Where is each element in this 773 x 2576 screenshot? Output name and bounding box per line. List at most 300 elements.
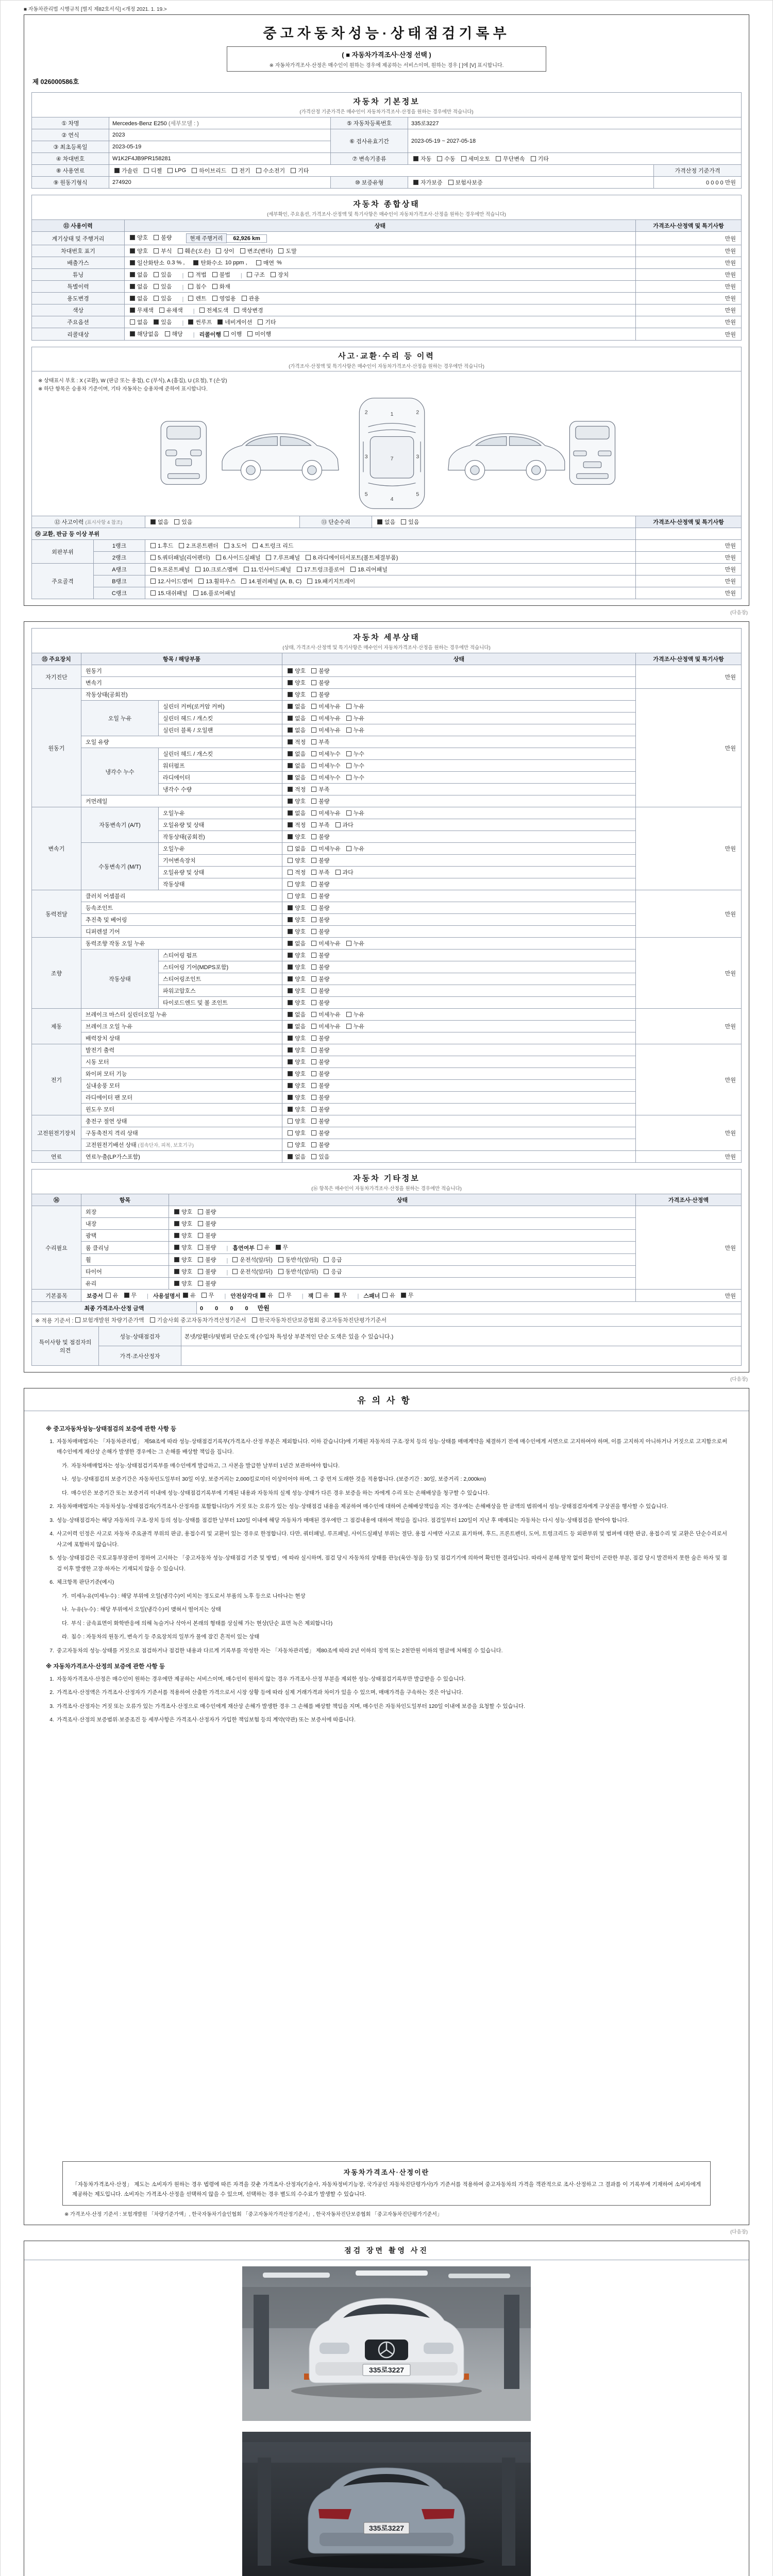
checkbox-checked-icon[interactable]	[188, 319, 193, 325]
checkbox-icon[interactable]	[159, 308, 164, 313]
checkbox-checked-icon[interactable]	[413, 156, 418, 161]
checkbox-option[interactable]	[193, 589, 236, 597]
checkbox-option[interactable]	[288, 939, 306, 947]
checkbox-checked-icon[interactable]	[288, 1047, 293, 1053]
checkbox-option[interactable]	[311, 904, 329, 912]
checkbox-option[interactable]	[150, 589, 188, 597]
checkbox-option[interactable]	[311, 1010, 341, 1019]
checkbox-icon[interactable]	[311, 739, 316, 744]
checkbox-option[interactable]	[288, 1070, 306, 1078]
checkbox-icon[interactable]	[288, 870, 293, 875]
checkbox-option[interactable]	[311, 975, 329, 983]
checkbox-option[interactable]	[150, 1316, 246, 1324]
checkbox-option[interactable]	[130, 306, 154, 314]
checkbox-option[interactable]	[192, 166, 226, 175]
checkbox-icon[interactable]	[198, 579, 204, 584]
checkbox-icon[interactable]	[224, 331, 229, 336]
checkbox-option[interactable]	[288, 916, 306, 924]
checkbox-option[interactable]	[288, 773, 306, 782]
checkbox-option[interactable]	[288, 1129, 306, 1137]
checkbox-option[interactable]	[346, 714, 364, 722]
checkbox-option[interactable]	[288, 1058, 306, 1066]
checkbox-icon[interactable]	[311, 727, 316, 733]
checkbox-option[interactable]	[212, 282, 230, 291]
checkbox-option[interactable]	[311, 667, 329, 675]
checkbox-option[interactable]	[346, 726, 364, 734]
checkbox-icon[interactable]	[144, 168, 149, 173]
checkbox-checked-icon[interactable]	[288, 964, 293, 970]
checkbox-option[interactable]	[346, 844, 364, 853]
checkbox-icon[interactable]	[198, 1269, 203, 1274]
checkbox-option[interactable]	[159, 306, 183, 314]
checkbox-option[interactable]	[198, 1256, 216, 1264]
checkbox-checked-icon[interactable]	[130, 331, 135, 336]
checkbox-option[interactable]	[288, 679, 306, 687]
checkbox-option[interactable]	[241, 577, 301, 585]
checkbox-icon[interactable]	[201, 1293, 207, 1298]
checkbox-icon[interactable]	[288, 1142, 293, 1147]
checkbox-icon[interactable]	[311, 668, 316, 673]
checkbox-icon[interactable]	[311, 763, 316, 768]
checkbox-icon[interactable]	[346, 846, 351, 851]
checkbox-icon[interactable]	[154, 248, 159, 253]
checkbox-icon[interactable]	[198, 1209, 203, 1214]
checkbox-option[interactable]	[198, 1231, 216, 1240]
checkbox-icon[interactable]	[256, 168, 261, 173]
checkbox-icon[interactable]	[150, 543, 156, 548]
checkbox-icon[interactable]	[247, 331, 253, 336]
checkbox-icon[interactable]	[311, 905, 316, 910]
checkbox-option[interactable]	[154, 247, 172, 255]
checkbox-checked-icon[interactable]	[288, 1036, 293, 1041]
checkbox-checked-icon[interactable]	[174, 1245, 179, 1250]
checkbox-icon[interactable]	[311, 751, 316, 756]
checkbox-option[interactable]	[174, 1231, 192, 1240]
checkbox-icon[interactable]	[311, 988, 316, 993]
checkbox-icon[interactable]	[382, 1293, 388, 1298]
checkbox-icon[interactable]	[188, 284, 193, 289]
checkbox-option[interactable]	[288, 1046, 306, 1054]
checkbox-icon[interactable]	[150, 567, 156, 572]
checkbox-option[interactable]	[266, 553, 300, 562]
checkbox-icon[interactable]	[311, 929, 316, 934]
checkbox-icon[interactable]	[311, 976, 316, 981]
checkbox-option[interactable]	[154, 233, 172, 242]
checkbox-option[interactable]	[106, 1291, 119, 1299]
checkbox-option[interactable]	[232, 166, 250, 175]
checkbox-option[interactable]	[154, 318, 172, 326]
checkbox-icon[interactable]	[311, 1047, 316, 1053]
checkbox-option[interactable]	[288, 951, 306, 959]
checkbox-option[interactable]	[288, 868, 306, 876]
checkbox-icon[interactable]	[198, 1281, 203, 1286]
checkbox-icon[interactable]	[288, 846, 293, 851]
checkbox-checked-icon[interactable]	[130, 248, 135, 253]
checkbox-option[interactable]	[174, 1208, 192, 1216]
checkbox-option[interactable]	[224, 541, 247, 550]
checkbox-option[interactable]	[311, 868, 329, 876]
checkbox-option[interactable]	[276, 1243, 289, 1251]
checkbox-icon[interactable]	[401, 519, 406, 524]
checkbox-option[interactable]	[167, 167, 186, 174]
checkbox-option[interactable]	[311, 761, 341, 770]
checkbox-option[interactable]	[288, 809, 306, 817]
checkbox-checked-icon[interactable]	[288, 810, 293, 816]
checkbox-option[interactable]	[198, 1267, 216, 1276]
checkbox-icon[interactable]	[288, 882, 293, 887]
checkbox-option[interactable]	[150, 553, 210, 562]
checkbox-icon[interactable]	[154, 284, 159, 289]
checkbox-option[interactable]	[130, 282, 148, 291]
checkbox-icon[interactable]	[311, 917, 316, 922]
checkbox-icon[interactable]	[311, 893, 316, 899]
checkbox-checked-icon[interactable]	[288, 1024, 293, 1029]
checkbox-icon[interactable]	[288, 1118, 293, 1124]
checkbox-icon[interactable]	[350, 567, 356, 572]
checkbox-option[interactable]	[288, 750, 306, 758]
checkbox-icon[interactable]	[198, 1257, 203, 1262]
checkbox-icon[interactable]	[212, 284, 217, 289]
checkbox-checked-icon[interactable]	[150, 519, 156, 524]
checkbox-option[interactable]	[130, 294, 148, 302]
checkbox-checked-icon[interactable]	[130, 235, 135, 240]
checkbox-option[interactable]	[144, 166, 162, 175]
checkbox-checked-icon[interactable]	[288, 763, 293, 768]
checkbox-option[interactable]	[335, 821, 354, 829]
checkbox-icon[interactable]	[167, 168, 173, 173]
checkbox-option[interactable]	[288, 963, 306, 971]
checkbox-icon[interactable]	[311, 882, 316, 887]
checkbox-option[interactable]	[311, 809, 341, 817]
checkbox-option[interactable]	[291, 166, 309, 175]
checkbox-icon[interactable]	[216, 555, 221, 560]
checkbox-option[interactable]	[311, 750, 341, 758]
checkbox-icon[interactable]	[311, 1142, 316, 1147]
checkbox-option[interactable]	[212, 270, 230, 279]
checkbox-option[interactable]	[311, 998, 329, 1007]
checkbox-option[interactable]	[75, 1316, 144, 1324]
checkbox-option[interactable]	[311, 1046, 329, 1054]
checkbox-checked-icon[interactable]	[288, 799, 293, 804]
checkbox-checked-icon[interactable]	[288, 668, 293, 673]
checkbox-icon[interactable]	[288, 1130, 293, 1136]
checkbox-icon[interactable]	[130, 319, 135, 325]
checkbox-option[interactable]	[288, 726, 306, 734]
checkbox-icon[interactable]	[346, 751, 351, 756]
checkbox-icon[interactable]	[335, 822, 341, 827]
checkbox-checked-icon[interactable]	[288, 751, 293, 756]
checkbox-icon[interactable]	[253, 543, 258, 548]
checkbox-option[interactable]	[346, 1010, 364, 1019]
checkbox-option[interactable]	[306, 553, 398, 562]
checkbox-option[interactable]	[174, 1219, 192, 1228]
checkbox-checked-icon[interactable]	[401, 1293, 406, 1298]
checkbox-option[interactable]	[130, 318, 148, 326]
checkbox-option[interactable]	[188, 318, 212, 326]
checkbox-icon[interactable]	[198, 1233, 203, 1238]
checkbox-option[interactable]	[288, 797, 306, 805]
checkbox-icon[interactable]	[311, 1000, 316, 1005]
checkbox-icon[interactable]	[232, 1269, 238, 1274]
checkbox-option[interactable]	[311, 785, 329, 793]
checkbox-checked-icon[interactable]	[288, 692, 293, 697]
checkbox-icon[interactable]	[232, 168, 237, 173]
checkbox-icon[interactable]	[232, 1257, 238, 1262]
checkbox-icon[interactable]	[150, 579, 156, 584]
checkbox-icon[interactable]	[311, 810, 316, 816]
checkbox-icon[interactable]	[216, 248, 221, 253]
checkbox-checked-icon[interactable]	[130, 284, 135, 289]
checkbox-option[interactable]	[154, 282, 172, 291]
checkbox-option[interactable]	[288, 1022, 306, 1030]
checkbox-option[interactable]	[198, 1243, 216, 1251]
checkbox-option[interactable]	[311, 1070, 329, 1078]
checkbox-option[interactable]	[311, 679, 329, 687]
checkbox-option[interactable]	[198, 1279, 216, 1287]
checkbox-icon[interactable]	[234, 308, 239, 313]
checkbox-icon[interactable]	[278, 248, 283, 253]
checkbox-option[interactable]	[311, 1105, 329, 1113]
checkbox-icon[interactable]	[311, 1154, 316, 1159]
checkbox-option[interactable]	[193, 259, 250, 267]
checkbox-icon[interactable]	[311, 1059, 316, 1064]
checkbox-option[interactable]	[311, 856, 329, 865]
checkbox-icon[interactable]	[496, 156, 501, 161]
checkbox-option[interactable]	[124, 1291, 137, 1299]
checkbox-option[interactable]	[114, 166, 138, 175]
checkbox-checked-icon[interactable]	[288, 680, 293, 685]
checkbox-option[interactable]	[253, 541, 293, 550]
checkbox-option[interactable]	[232, 1267, 273, 1276]
checkbox-icon[interactable]	[240, 248, 245, 253]
checkbox-option[interactable]	[258, 318, 276, 326]
checkbox-option[interactable]	[311, 939, 341, 947]
checkbox-icon[interactable]	[311, 1024, 316, 1029]
checkbox-option[interactable]	[288, 690, 306, 699]
checkbox-option[interactable]	[311, 1117, 329, 1125]
checkbox-icon[interactable]	[437, 156, 442, 161]
checkbox-checked-icon[interactable]	[288, 775, 293, 780]
checkbox-icon[interactable]	[258, 319, 263, 325]
checkbox-option[interactable]	[150, 565, 190, 573]
checkbox-icon[interactable]	[346, 1012, 351, 1017]
checkbox-option[interactable]	[174, 1243, 192, 1251]
checkbox-icon[interactable]	[311, 870, 316, 875]
checkbox-icon[interactable]	[346, 716, 351, 721]
checkbox-option[interactable]	[307, 577, 355, 585]
checkbox-icon[interactable]	[346, 763, 351, 768]
checkbox-option[interactable]	[461, 155, 491, 163]
checkbox-option[interactable]	[311, 880, 329, 888]
checkbox-option[interactable]	[311, 797, 329, 805]
checkbox-checked-icon[interactable]	[413, 180, 418, 185]
checkbox-option[interactable]	[324, 1267, 342, 1276]
checkbox-option[interactable]	[288, 833, 306, 841]
checkbox-icon[interactable]	[311, 775, 316, 780]
checkbox-option[interactable]	[311, 844, 341, 853]
checkbox-checked-icon[interactable]	[130, 260, 135, 265]
checkbox-option[interactable]	[297, 565, 345, 573]
checkbox-icon[interactable]	[335, 870, 341, 875]
checkbox-icon[interactable]	[178, 248, 183, 253]
checkbox-icon[interactable]	[346, 810, 351, 816]
checkbox-checked-icon[interactable]	[288, 917, 293, 922]
checkbox-option[interactable]	[130, 247, 148, 255]
checkbox-option[interactable]	[288, 821, 306, 829]
checkbox-option[interactable]	[278, 1267, 318, 1276]
checkbox-icon[interactable]	[106, 1293, 111, 1298]
checkbox-checked-icon[interactable]	[288, 1071, 293, 1076]
checkbox-checked-icon[interactable]	[130, 308, 135, 313]
checkbox-icon[interactable]	[311, 1071, 316, 1076]
checkbox-option[interactable]	[311, 963, 329, 971]
checkbox-icon[interactable]	[311, 834, 316, 839]
checkbox-option[interactable]	[198, 1219, 216, 1228]
checkbox-option[interactable]	[260, 1291, 273, 1299]
checkbox-icon[interactable]	[150, 590, 156, 596]
checkbox-icon[interactable]	[311, 716, 316, 721]
checkbox-option[interactable]	[224, 330, 242, 338]
checkbox-icon[interactable]	[257, 1245, 262, 1250]
checkbox-icon[interactable]	[311, 941, 316, 946]
checkbox-icon[interactable]	[311, 1083, 316, 1088]
checkbox-option[interactable]	[288, 904, 306, 912]
checkbox-checked-icon[interactable]	[288, 905, 293, 910]
checkbox-checked-icon[interactable]	[288, 834, 293, 839]
checkbox-option[interactable]	[311, 702, 341, 710]
checkbox-option[interactable]	[150, 577, 193, 585]
checkbox-checked-icon[interactable]	[183, 1293, 188, 1298]
checkbox-icon[interactable]	[448, 180, 453, 185]
checkbox-option[interactable]	[288, 738, 306, 746]
checkbox-icon[interactable]	[252, 1317, 257, 1323]
checkbox-option[interactable]	[311, 951, 329, 959]
checkbox-option[interactable]	[154, 270, 172, 279]
checkbox-icon[interactable]	[279, 1293, 284, 1298]
checkbox-checked-icon[interactable]	[288, 739, 293, 744]
checkbox-icon[interactable]	[242, 296, 247, 301]
checkbox-option[interactable]	[252, 1316, 386, 1324]
checkbox-option[interactable]	[288, 1153, 306, 1161]
checkbox-option[interactable]	[311, 714, 341, 722]
checkbox-option[interactable]	[288, 975, 306, 983]
checkbox-checked-icon[interactable]	[114, 168, 120, 173]
checkbox-icon[interactable]	[174, 519, 179, 524]
checkbox-option[interactable]	[288, 702, 306, 710]
checkbox-option[interactable]	[311, 987, 329, 995]
checkbox-option[interactable]	[188, 282, 206, 291]
checkbox-option[interactable]	[413, 155, 431, 163]
checkbox-option[interactable]	[311, 916, 329, 924]
checkbox-icon[interactable]	[154, 235, 159, 240]
checkbox-option[interactable]	[346, 750, 364, 758]
checkbox-option[interactable]	[311, 1141, 329, 1149]
checkbox-option[interactable]	[311, 690, 329, 699]
checkbox-checked-icon[interactable]	[288, 1059, 293, 1064]
checkbox-icon[interactable]	[311, 1012, 316, 1017]
checkbox-icon[interactable]	[247, 272, 252, 277]
checkbox-option[interactable]	[437, 155, 455, 163]
checkbox-icon[interactable]	[311, 799, 316, 804]
checkbox-checked-icon[interactable]	[288, 1012, 293, 1017]
checkbox-checked-icon[interactable]	[174, 1281, 179, 1286]
checkbox-checked-icon[interactable]	[154, 319, 159, 325]
checkbox-option[interactable]	[174, 1279, 192, 1287]
checkbox-option[interactable]	[311, 1093, 329, 1101]
checkbox-option[interactable]	[288, 844, 306, 853]
checkbox-option[interactable]	[278, 247, 296, 255]
checkbox-option[interactable]	[130, 270, 148, 279]
checkbox-option[interactable]	[288, 987, 306, 995]
checkbox-icon[interactable]	[311, 1095, 316, 1100]
checkbox-icon[interactable]	[195, 567, 200, 572]
checkbox-icon[interactable]	[212, 296, 217, 301]
checkbox-option[interactable]	[377, 518, 395, 526]
checkbox-option[interactable]	[316, 1291, 329, 1299]
checkbox-checked-icon[interactable]	[174, 1221, 179, 1226]
checkbox-checked-icon[interactable]	[288, 1154, 293, 1159]
checkbox-checked-icon[interactable]	[288, 1095, 293, 1100]
checkbox-option[interactable]	[188, 270, 206, 279]
checkbox-option[interactable]	[256, 166, 285, 175]
checkbox-option[interactable]	[195, 565, 238, 573]
checkbox-option[interactable]	[150, 541, 173, 550]
checkbox-icon[interactable]	[241, 579, 246, 584]
checkbox-icon[interactable]	[291, 168, 296, 173]
checkbox-checked-icon[interactable]	[288, 929, 293, 934]
checkbox-icon[interactable]	[188, 272, 193, 277]
checkbox-option[interactable]	[311, 1034, 329, 1042]
checkbox-option[interactable]	[311, 1058, 329, 1066]
checkbox-option[interactable]	[401, 518, 419, 526]
checkbox-option[interactable]	[311, 1129, 329, 1137]
checkbox-option[interactable]	[198, 577, 236, 585]
checkbox-icon[interactable]	[311, 822, 316, 827]
checkbox-icon[interactable]	[150, 555, 156, 560]
checkbox-option[interactable]	[154, 294, 172, 302]
checkbox-option[interactable]	[198, 1208, 216, 1216]
checkbox-icon[interactable]	[297, 567, 302, 572]
checkbox-option[interactable]	[217, 318, 252, 326]
checkbox-option[interactable]	[288, 880, 306, 888]
checkbox-icon[interactable]	[256, 260, 261, 265]
checkbox-option[interactable]	[165, 330, 183, 338]
checkbox-option[interactable]	[288, 714, 306, 722]
checkbox-icon[interactable]	[192, 168, 197, 173]
checkbox-checked-icon[interactable]	[288, 822, 293, 827]
checkbox-option[interactable]	[174, 518, 192, 526]
checkbox-icon[interactable]	[311, 1036, 316, 1041]
checkbox-icon[interactable]	[346, 1024, 351, 1029]
checkbox-option[interactable]	[188, 294, 206, 302]
checkbox-checked-icon[interactable]	[288, 727, 293, 733]
checkbox-icon[interactable]	[150, 1317, 155, 1323]
checkbox-option[interactable]	[413, 178, 443, 187]
checkbox-checked-icon[interactable]	[193, 260, 198, 265]
checkbox-checked-icon[interactable]	[174, 1269, 179, 1274]
checkbox-option[interactable]	[288, 927, 306, 936]
checkbox-icon[interactable]	[311, 846, 316, 851]
checkbox-checked-icon[interactable]	[377, 519, 382, 524]
checkbox-icon[interactable]	[193, 590, 198, 596]
checkbox-checked-icon[interactable]	[174, 1257, 179, 1262]
checkbox-option[interactable]	[346, 1022, 364, 1030]
checkbox-checked-icon[interactable]	[130, 272, 135, 277]
checkbox-option[interactable]	[257, 1243, 270, 1251]
checkbox-icon[interactable]	[311, 704, 316, 709]
checkbox-option[interactable]	[531, 155, 549, 163]
checkbox-option[interactable]	[216, 553, 261, 562]
